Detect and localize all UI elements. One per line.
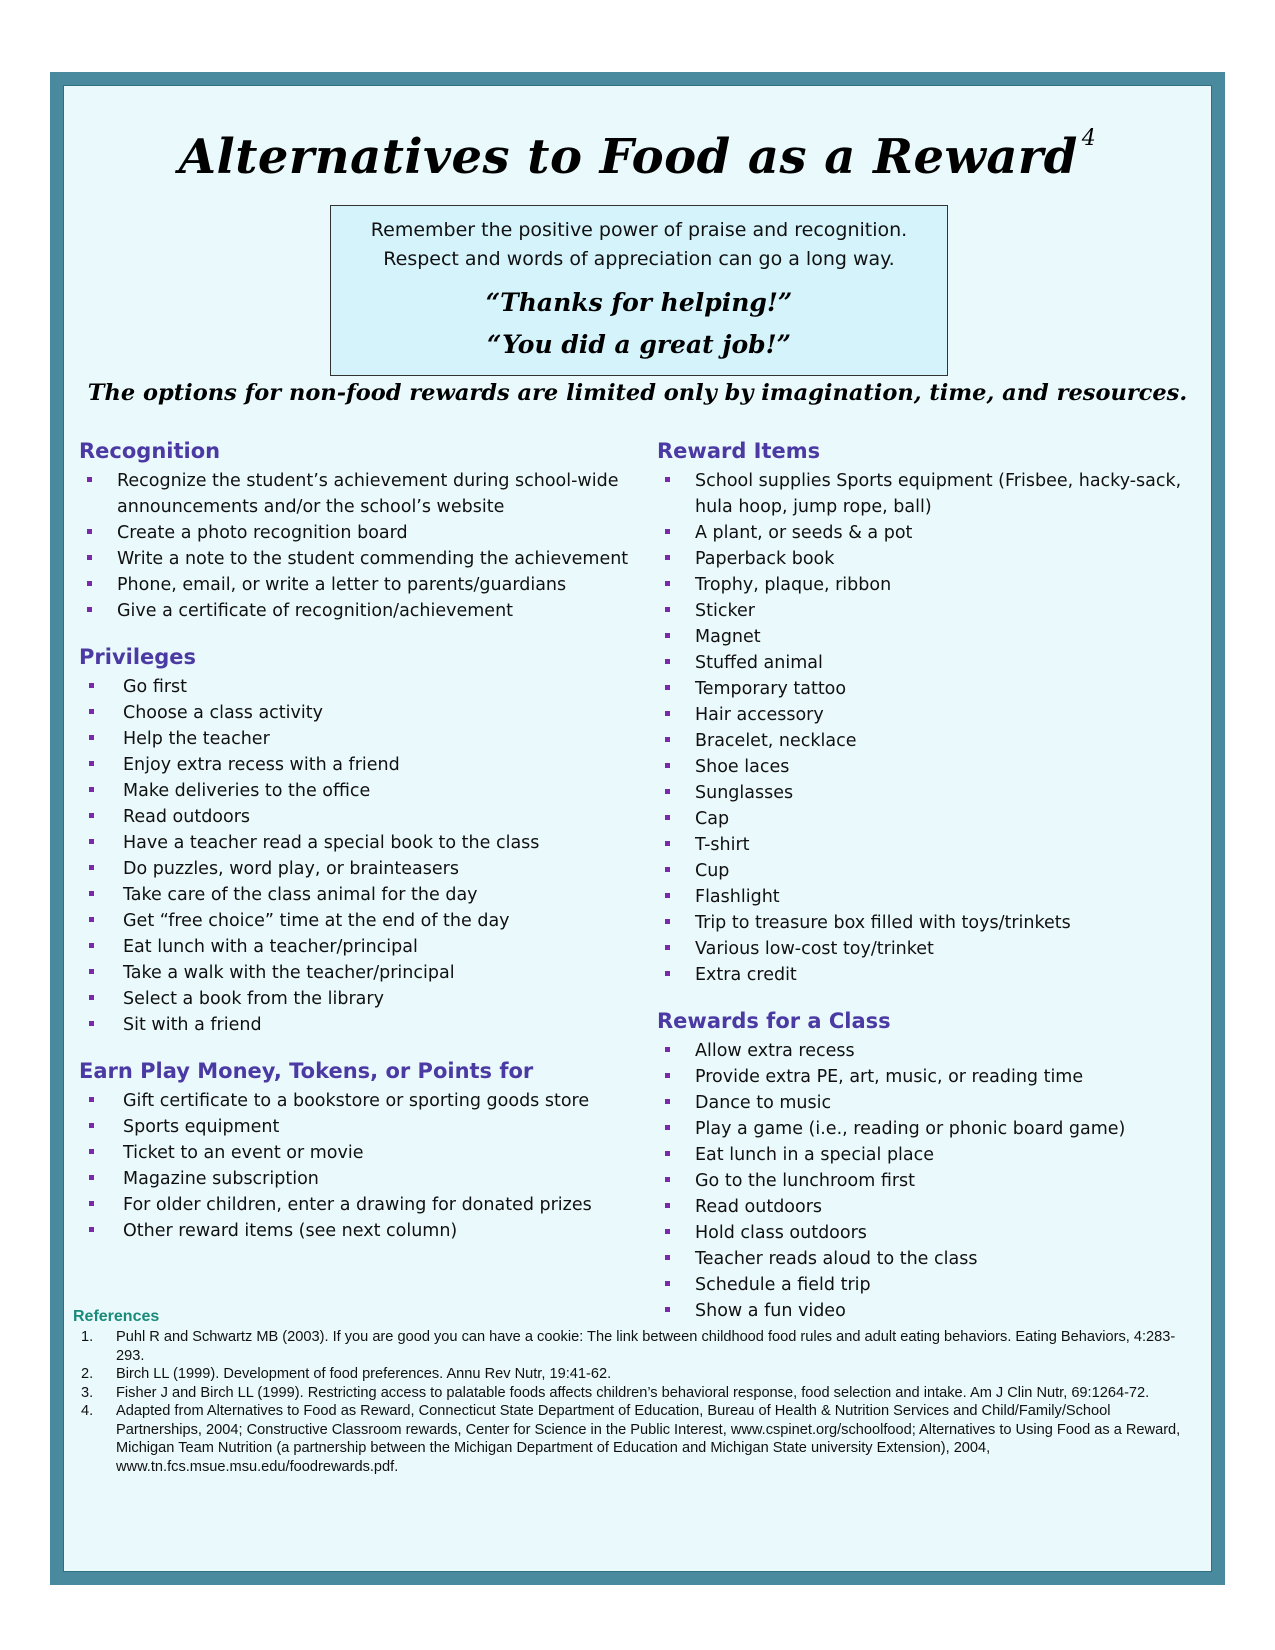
list-item (657, 806, 1217, 832)
list-item (79, 468, 649, 520)
list-item (79, 908, 649, 934)
list-item-text: Take a walk with the teacher/principal (123, 963, 455, 983)
list-item (657, 468, 1217, 520)
list-item-text: Temporary tattoo (695, 679, 847, 699)
list-item-text: Shoe laces (695, 757, 790, 777)
square-bullet-icon (89, 761, 94, 766)
square-bullet-icon (89, 683, 94, 688)
list-item-text: Allow extra recess (695, 1041, 855, 1061)
recognition-section (79, 436, 649, 624)
square-bullet-icon (89, 1175, 94, 1180)
square-bullet-icon (89, 943, 94, 948)
right-column (657, 436, 1217, 1342)
square-bullet-icon (665, 737, 670, 742)
square-bullet-icon (89, 1097, 94, 1102)
square-bullet-icon (665, 1099, 670, 1104)
list-item (657, 936, 1217, 962)
list-item-text: Cap (695, 809, 730, 829)
square-bullet-icon (665, 581, 670, 586)
square-bullet-icon (89, 891, 94, 896)
list-item (79, 572, 649, 598)
list-item (79, 882, 649, 908)
list-item-text: Various low-cost toy/trinket (695, 939, 934, 959)
list-item (657, 520, 1217, 546)
square-bullet-icon (665, 1047, 670, 1052)
section-heading: Reward Items (657, 439, 821, 463)
list-item-text: Flashlight (695, 887, 780, 907)
square-bullet-icon (665, 555, 670, 560)
square-bullet-icon (665, 529, 670, 534)
list-item-text: Help the teacher (123, 729, 270, 749)
square-bullet-icon (665, 1281, 670, 1286)
reward-items-section (657, 436, 1217, 988)
square-bullet-icon (665, 841, 670, 846)
list-item-text: Choose a class activity (123, 703, 323, 723)
square-bullet-icon (665, 1203, 670, 1208)
list-item (79, 1218, 649, 1244)
list-item (79, 960, 649, 986)
reference-item (73, 1365, 1191, 1384)
left-column (79, 436, 649, 1262)
square-bullet-icon (665, 893, 670, 898)
list-item (657, 910, 1217, 936)
square-bullet-icon (87, 581, 92, 586)
square-bullet-icon (665, 763, 670, 768)
list-item (657, 1246, 1217, 1272)
list-item-text: Go first (123, 677, 188, 697)
list-item-text: For older children, enter a drawing for donated prizes (123, 1195, 592, 1215)
square-bullet-icon (89, 1201, 94, 1206)
list-item-text: Eat lunch with a teacher/principal (123, 937, 418, 957)
list-item (657, 546, 1217, 572)
square-bullet-icon (89, 1227, 94, 1232)
list-item (79, 1088, 649, 1114)
list-item-text: Sunglasses (695, 783, 794, 803)
list-item-text: Hair accessory (695, 705, 824, 725)
square-bullet-icon (665, 867, 670, 872)
list-item-text: School supplies Sports equipment (Frisbee, hacky-sack, hula hoop, jump rope, ball) (695, 471, 1182, 517)
reference-text: Adapted from Alternatives to Food as Reward, Connecticut State Department of Education, Bureau of Health & Nutrition Services and Child/Family/School Partnerships, 2004; Constructive Classroom rewards, Center for Science in the Public Interest, www.cspinet.org/schoolfood; Alternatives to Using Food as a Reward, Michigan Team Nutrition (a partnership between the Michigan Department of Education and Michigan State university Extension), 2004, www.tn.fcs.msue.msu.edu/foodrewards.pdf. (116, 1403, 1181, 1475)
list-item-text: Magazine subscription (123, 1169, 319, 1189)
list-item (79, 700, 649, 726)
square-bullet-icon (87, 607, 92, 612)
list-item (657, 832, 1217, 858)
references-heading: References (73, 1308, 160, 1325)
references-section (73, 1308, 1191, 1476)
list-item-text: Have a teacher read a special book to the class (123, 833, 540, 853)
square-bullet-icon (89, 709, 94, 714)
square-bullet-icon (665, 607, 670, 612)
praise-line-2: Respect and words of appreciation can go a long way. (383, 248, 895, 270)
square-bullet-icon (89, 1123, 94, 1128)
square-bullet-icon (665, 789, 670, 794)
list-item-text: Trip to treasure box filled with toys/trinkets (695, 913, 1071, 933)
privileges-list (79, 674, 649, 1038)
list-item-text: Paperback book (695, 549, 835, 569)
list-item (79, 674, 649, 700)
class-rewards-list (657, 1038, 1217, 1324)
list-item (79, 778, 649, 804)
list-item-text: Trophy, plaque, ribbon (695, 575, 892, 595)
list-item-text: Stuffed animal (695, 653, 823, 673)
square-bullet-icon (89, 839, 94, 844)
list-item-text: Dance to music (695, 1093, 832, 1113)
section-heading: Earn Play Money, Tokens, or Points for (79, 1059, 534, 1083)
square-bullet-icon (665, 1255, 670, 1260)
list-item (657, 780, 1217, 806)
square-bullet-icon (87, 529, 92, 534)
list-item-text: A plant, or seeds & a pot (695, 523, 913, 543)
list-item-text: Ticket to an event or movie (123, 1143, 364, 1163)
section-heading: Recognition (79, 439, 221, 463)
list-item-text: Other reward items (see next column) (123, 1221, 458, 1241)
list-item-text: Read outdoors (123, 807, 251, 827)
square-bullet-icon (665, 633, 670, 638)
list-item (657, 754, 1217, 780)
list-item (79, 1166, 649, 1192)
earn-section (79, 1056, 649, 1244)
list-item-text: Enjoy extra recess with a friend (123, 755, 400, 775)
square-bullet-icon (89, 735, 94, 740)
list-item (79, 804, 649, 830)
list-item (79, 726, 649, 752)
square-bullet-icon (87, 477, 92, 482)
list-item-text: Teacher reads aloud to the class (695, 1249, 978, 1269)
list-item-text: Make deliveries to the office (123, 781, 371, 801)
square-bullet-icon (89, 1021, 94, 1026)
list-item-text: Select a book from the library (123, 989, 384, 1009)
square-bullet-icon (665, 1229, 670, 1234)
list-item (79, 598, 649, 624)
list-item-text: Schedule a field trip (695, 1275, 871, 1295)
list-item (657, 572, 1217, 598)
list-item-text: Bracelet, necklace (695, 731, 857, 751)
list-item (657, 1064, 1217, 1090)
list-item (79, 934, 649, 960)
list-item-text: Write a note to the student commending the achievement (117, 549, 629, 569)
list-item-text: Phone, email, or write a letter to parents/guardians (117, 575, 567, 595)
reference-text: Fisher J and Birch LL (1999). Restricting access to palatable foods affects children’s behavioral response, food selection and intake. Am J Clin Nutr, 69:1264-72. (116, 1384, 1150, 1401)
reference-text: Puhl R and Schwartz MB (2003). If you are good you can have a cookie: The link between childhood food rules and adult eating behaviors. Eating Behaviors, 4:283-293. (116, 1329, 1176, 1364)
list-item (79, 752, 649, 778)
square-bullet-icon (665, 1177, 670, 1182)
list-item (657, 728, 1217, 754)
square-bullet-icon (89, 787, 94, 792)
square-bullet-icon (89, 917, 94, 922)
list-item (657, 1038, 1217, 1064)
list-item (657, 1220, 1217, 1246)
list-item (657, 676, 1217, 702)
list-item-text: Extra credit (695, 965, 797, 985)
list-item (79, 1140, 649, 1166)
list-item-text: Sports equipment (123, 1117, 280, 1137)
square-bullet-icon (665, 711, 670, 716)
reward-items-list (657, 468, 1217, 988)
list-item-text: Gift certificate to a bookstore or sporting goods store (123, 1091, 590, 1111)
list-item (79, 856, 649, 882)
reference-item (73, 1402, 1191, 1476)
list-item (657, 1142, 1217, 1168)
list-item-text: Read outdoors (695, 1197, 823, 1217)
list-item-text: Sit with a friend (123, 1015, 262, 1035)
list-item-text: Magnet (695, 627, 761, 647)
list-item (79, 1012, 649, 1038)
square-bullet-icon (665, 1151, 670, 1156)
section-heading: Rewards for a Class (657, 1009, 891, 1033)
reference-text: Birch LL (1999). Development of food preferences. Annu Rev Nutr, 19:41-62. (116, 1366, 612, 1382)
list-item (79, 830, 649, 856)
list-item (657, 624, 1217, 650)
list-item-text: Sticker (695, 601, 755, 621)
square-bullet-icon (665, 1073, 670, 1078)
class-rewards-section (657, 1006, 1217, 1324)
references-list (73, 1328, 1191, 1476)
page-title (64, 126, 1211, 185)
praise-box (330, 205, 948, 376)
tagline: The options for non-food rewards are limited only by imagination, time, and resources. (87, 380, 1188, 406)
square-bullet-icon (665, 945, 670, 950)
list-item-text: Get “free choice” time at the end of the day (123, 911, 510, 931)
list-item-text: Cup (695, 861, 730, 881)
list-item-text: Hold class outdoors (695, 1223, 867, 1243)
praise-quote-2: “You did a great job!” (487, 330, 791, 359)
square-bullet-icon (665, 1125, 670, 1130)
list-item (657, 884, 1217, 910)
list-item (657, 858, 1217, 884)
title-text: Alternatives to Food as a Reward (178, 129, 1078, 185)
flyer-panel (63, 85, 1212, 1572)
reference-number: 3. (81, 1384, 94, 1401)
square-bullet-icon (665, 477, 670, 482)
square-bullet-icon (665, 815, 670, 820)
earn-list (79, 1088, 649, 1244)
recognition-list (79, 468, 649, 624)
title-footnote-marker: 4 (1081, 126, 1097, 151)
reference-item (73, 1384, 1191, 1403)
square-bullet-icon (665, 971, 670, 976)
square-bullet-icon (665, 685, 670, 690)
list-item (657, 702, 1217, 728)
list-item-text: Play a game (i.e., reading or phonic board game) (695, 1119, 1126, 1139)
list-item (657, 1116, 1217, 1142)
square-bullet-icon (665, 659, 670, 664)
list-item-text: Eat lunch in a special place (695, 1145, 935, 1165)
list-item (657, 1168, 1217, 1194)
list-item-text: Provide extra PE, art, music, or reading time (695, 1067, 1084, 1087)
list-item (79, 1192, 649, 1218)
list-item (79, 546, 649, 572)
section-heading: Privileges (79, 645, 197, 669)
list-item (657, 650, 1217, 676)
privileges-section (79, 642, 649, 1038)
list-item-text: Go to the lunchroom first (695, 1171, 916, 1191)
list-item-text: Give a certificate of recognition/achievement (117, 601, 514, 621)
praise-line-1: Remember the positive power of praise and recognition. (370, 219, 908, 241)
list-item (657, 1090, 1217, 1116)
list-item-text: Show a fun video (695, 1301, 846, 1321)
list-item-text: Create a photo recognition board (117, 523, 408, 543)
reference-number: 4. (81, 1403, 94, 1419)
reference-number: 2. (81, 1366, 94, 1382)
list-item (79, 520, 649, 546)
list-item (657, 962, 1217, 988)
reference-item (73, 1328, 1191, 1365)
list-item-text: Do puzzles, word play, or brainteasers (123, 859, 459, 879)
list-item (657, 1194, 1217, 1220)
square-bullet-icon (89, 1149, 94, 1154)
list-item (657, 598, 1217, 624)
square-bullet-icon (89, 813, 94, 818)
list-item-text: Take care of the class animal for the day (123, 885, 478, 905)
page-border (50, 72, 1225, 1585)
list-item (79, 986, 649, 1012)
list-item-text: T-shirt (695, 835, 750, 855)
reference-number: 1. (81, 1329, 94, 1345)
square-bullet-icon (89, 969, 94, 974)
square-bullet-icon (89, 865, 94, 870)
praise-quote-1: “Thanks for helping!” (485, 288, 793, 317)
square-bullet-icon (665, 919, 670, 924)
square-bullet-icon (87, 555, 92, 560)
list-item (79, 1114, 649, 1140)
square-bullet-icon (89, 995, 94, 1000)
list-item (657, 1272, 1217, 1298)
list-item-text: Recognize the student’s achievement during school-wide announcements and/or the school’s website (117, 471, 619, 517)
